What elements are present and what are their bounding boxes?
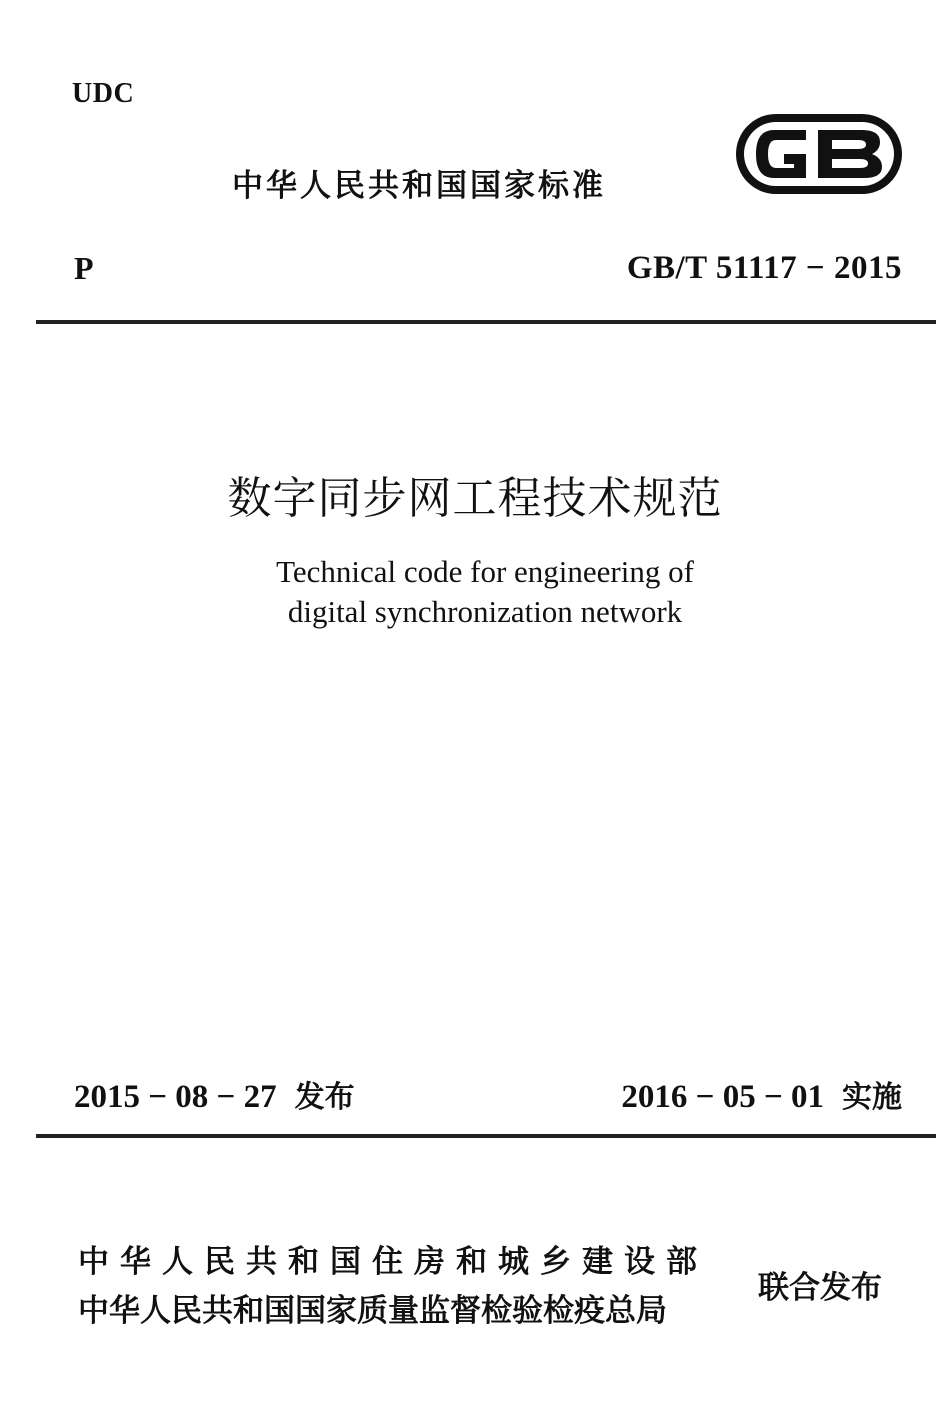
joint-publication-label: 联合发布 — [758, 1270, 882, 1306]
publisher-line-2: 中华人民共和国国家质量监督检验检疫总局 — [78, 1293, 667, 1329]
bottom-divider — [36, 1134, 936, 1138]
issue-date: 2015 − 08 − 27 — [74, 1079, 277, 1115]
udc-label: UDC — [72, 78, 135, 109]
implementation-label: 实施 — [842, 1080, 902, 1115]
implementation-date: 2016 − 05 − 01 — [621, 1079, 824, 1115]
title-english — [0, 552, 950, 632]
title-english-line-1: Technical code for engineering of — [276, 554, 694, 589]
national-standard-heading: 中华人民共和国国家标准 — [232, 168, 606, 204]
implementation-date-block — [621, 1072, 902, 1116]
top-divider — [36, 320, 936, 324]
title-chinese: 数字同步网工程技术规范 — [227, 473, 723, 524]
issue-label: 发布 — [294, 1080, 355, 1115]
category-code: P — [74, 250, 94, 286]
issue-date-block — [74, 1072, 355, 1116]
standard-number: GB/T 51117 − 2015 — [626, 250, 902, 286]
publisher-line-1: 中华人民共和国住房和城乡建设部 — [78, 1244, 708, 1280]
title-english-line-2: digital synchronization network — [287, 594, 683, 629]
gb-logo-icon — [734, 110, 904, 198]
